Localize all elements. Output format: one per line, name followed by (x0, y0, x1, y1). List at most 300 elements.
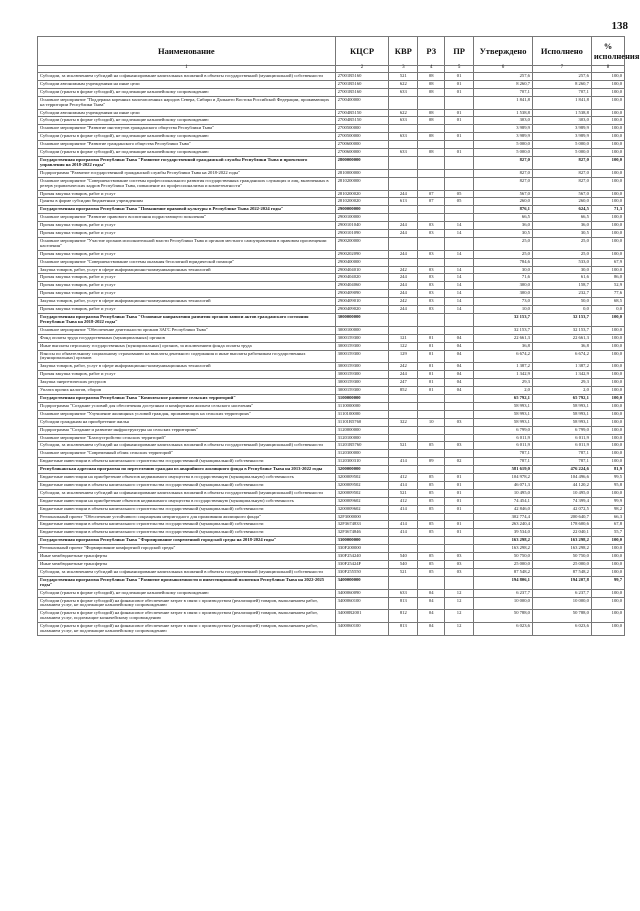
row-executed: 6 237,7 (532, 589, 591, 597)
header-pr: ПР (445, 37, 474, 66)
table-row (38, 117, 625, 125)
row-name: Бюджетные инвестиции в объекты капитального строительства государственной (муниципальной) собственности (38, 505, 336, 513)
row-kvr: 122 (389, 342, 418, 350)
row-rz: 01 (418, 371, 445, 379)
row-pr: 01 (445, 481, 474, 489)
row-name: Субсидии, за исключением субсидий на софинансирование капитальных вложений в объекты государственной (муниципальной) собственности (38, 568, 336, 576)
row-approved: 6 011,9 (474, 434, 533, 442)
row-kvr: 414 (389, 481, 418, 489)
row-name: Иные межбюджетные трансферты (38, 553, 336, 561)
table-row (38, 561, 625, 569)
row-kvr: 414 (389, 529, 418, 537)
row-rz (418, 314, 445, 327)
row-kcsr: 2900200000 (335, 237, 389, 250)
row-rz: 04 (418, 623, 445, 636)
row-executed: 104 496,6 (532, 474, 591, 482)
row-pr: 01 (445, 474, 474, 482)
table-row (38, 266, 625, 274)
row-rz (418, 156, 445, 169)
row-rz (418, 434, 445, 442)
row-pr: 04 (445, 379, 474, 387)
row-executed: 50 750,0 (532, 553, 591, 561)
row-name: Региональный проект "Формирование комфортной городской среды" (38, 545, 336, 553)
row-approved: 581 619,0 (474, 466, 533, 474)
row-percent: 100,0 (591, 623, 624, 636)
row-pr: 12 (445, 597, 474, 610)
row-executed: 42 072,5 (532, 505, 591, 513)
row-executed: 10 495,0 (532, 489, 591, 497)
row-rz: 08 (418, 109, 445, 117)
row-kcsr: 2800000000 (335, 156, 389, 169)
row-kcsr: 2700500000 (335, 133, 389, 141)
row-rz: 03 (418, 306, 445, 314)
row-executed: 232,7 (532, 290, 591, 298)
row-rz: 05 (418, 521, 445, 529)
row-name: Основное мероприятие "Развитие правового воспитания подрастающего поколения" (38, 214, 336, 222)
row-executed: 25 000,0 (532, 561, 591, 569)
row-rz: 03 (418, 250, 445, 258)
row-rz: 05 (418, 505, 445, 513)
row-rz (418, 326, 445, 334)
header-kcsr: КЦСР (335, 37, 389, 66)
row-kcsr: 3000000000 (335, 314, 389, 327)
row-name: Основное мероприятие "Развитие институтов гражданского общества Республики Тыва" (38, 125, 336, 133)
row-pr (445, 326, 474, 334)
row-name: Субсидии, за исключением субсидий на софинансирование капитальных вложений в объекты государственной (муниципальной) собственности (38, 442, 336, 450)
row-executed: 1 342,9 (532, 371, 591, 379)
row-percent: 100,0 (591, 230, 624, 238)
row-executed: 6 011,9 (532, 442, 591, 450)
row-percent: 100,0 (591, 418, 624, 426)
row-percent: 68,5 (591, 298, 624, 306)
row-rz (418, 96, 445, 109)
row-name: Прочая закупка товаров, работ и услуг (38, 371, 336, 379)
row-kvr: 813 (389, 623, 418, 636)
row-kcsr: 3000159300 (335, 334, 389, 342)
row-percent: 100,0 (591, 125, 624, 133)
row-executed: 787,1 (532, 450, 591, 458)
row-executed: 707,1 (532, 88, 591, 96)
row-pr (445, 141, 474, 149)
row-pr: 04 (445, 350, 474, 363)
column-number: 3 (389, 66, 418, 73)
row-name: Субсидии автономным учреждениям на иные цели (38, 109, 336, 117)
column-number: 6 (474, 66, 533, 73)
row-name: Бюджетные инвестиции в объекты капитального строительства государственной (муниципальной) собственности (38, 458, 336, 466)
row-pr: 01 (445, 73, 474, 81)
row-executed: 29,3 (532, 379, 591, 387)
row-percent: 100,0 (591, 371, 624, 379)
row-name: Закупка товаров, работ, услуг в сфере информационно-коммуникационных технологий (38, 266, 336, 274)
row-rz (418, 169, 445, 177)
row-approved: 1 538,8 (474, 109, 533, 117)
table-row (38, 274, 625, 282)
row-approved: 46 071,3 (474, 481, 533, 489)
row-kvr: 414 (389, 521, 418, 529)
row-approved: 6 799,0 (474, 426, 533, 434)
table-row (38, 545, 625, 553)
row-name: Субсидии (гранты в форме субсидий), не подлежащие казначейскому сопровождению (38, 149, 336, 157)
row-rz: 09 (418, 458, 445, 466)
table-row (38, 206, 625, 214)
row-name: Субсидии (гранты в форме субсидий), не подлежащие казначейскому сопровождению (38, 133, 336, 141)
table-row (38, 282, 625, 290)
row-pr: 03 (445, 561, 474, 569)
table-row (38, 230, 625, 238)
row-kcsr: 3110100000 (335, 410, 389, 418)
row-pr (445, 125, 474, 133)
row-executed: 8 260,7 (532, 80, 591, 88)
row-name: Субсидии (гранты в форме субсидий), не подлежащие казначейскому сопровождению (38, 589, 336, 597)
row-kcsr: 2700400000 (335, 96, 389, 109)
row-approved: 42 846,0 (474, 505, 533, 513)
row-pr: 02 (445, 458, 474, 466)
row-rz: 05 (418, 489, 445, 497)
row-approved: 58 993,1 (474, 410, 533, 418)
row-name: Закупка энергетических ресурсов (38, 379, 336, 387)
row-kvr: 412 (389, 474, 418, 482)
row-kvr: 322 (389, 418, 418, 426)
row-rz (418, 466, 445, 474)
row-kcsr: 27001R5160 (335, 73, 389, 81)
row-executed: 624,5 (532, 206, 591, 214)
row-percent: 100,0 (591, 394, 624, 402)
row-pr: 03 (445, 568, 474, 576)
row-rz (418, 125, 445, 133)
row-kcsr: 2900404020 (335, 274, 389, 282)
row-approved: 71,6 (474, 274, 533, 282)
row-approved: 30,5 (474, 230, 533, 238)
column-number: 5 (445, 66, 474, 73)
row-name: Основное мероприятие "Совершенствование системы оказания бесплатной юридической помощи" (38, 258, 336, 266)
row-kvr (389, 434, 418, 442)
row-percent: 100,0 (591, 450, 624, 458)
table-row (38, 489, 625, 497)
table-row (38, 149, 625, 157)
row-rz: 03 (418, 282, 445, 290)
row-name: Прочая закупка товаров, работ и услуг (38, 290, 336, 298)
row-rz: 05 (418, 561, 445, 569)
row-kvr: 242 (389, 298, 418, 306)
row-kvr: 244 (389, 222, 418, 230)
row-kvr (389, 214, 418, 222)
row-approved: 194 806,1 (474, 576, 533, 589)
row-kvr (389, 141, 418, 149)
row-rz: 05 (418, 481, 445, 489)
row-executed: 58 993,1 (532, 418, 591, 426)
table-row (38, 402, 625, 410)
table-row (38, 610, 625, 623)
table-row (38, 237, 625, 250)
row-name: Гранты в форме субсидии бюджетным учреждениям (38, 198, 336, 206)
row-name: Подпрограмма "Создание и развитие инфраструктуры на сельских территориях" (38, 426, 336, 434)
table-row (38, 497, 625, 505)
row-pr: 14 (445, 230, 474, 238)
row-percent: 99,7 (591, 576, 624, 589)
row-percent: 100,0 (591, 222, 624, 230)
row-percent: 100,0 (591, 250, 624, 258)
row-approved: 74 454,1 (474, 497, 533, 505)
table-row (38, 466, 625, 474)
row-pr: 04 (445, 371, 474, 379)
row-name: Бюджетные инвестиции на приобретение объектов недвижимого имущества в государственную (муниципальную) собственность (38, 497, 336, 505)
row-percent: 100,0 (591, 156, 624, 169)
row-name: Прочая закупка товаров, работ и услуг (38, 274, 336, 282)
row-executed: 22 040,1 (532, 529, 591, 537)
row-name: Основное мероприятие "Развитие гражданского общества Республики Тыва" (38, 141, 336, 149)
row-kvr (389, 314, 418, 327)
row-percent: 52,9 (591, 282, 624, 290)
table-row (38, 214, 625, 222)
row-pr: 14 (445, 306, 474, 314)
row-executed: 1 387,2 (532, 363, 591, 371)
table-row (38, 109, 625, 117)
table-row (38, 177, 625, 190)
row-executed: 827,0 (532, 177, 591, 190)
row-name: Прочая закупка товаров, работ и услуг (38, 190, 336, 198)
row-approved: 58 993,1 (474, 402, 533, 410)
row-percent: 81,9 (591, 466, 624, 474)
row-executed: 6 023,6 (532, 623, 591, 636)
row-percent: 100,0 (591, 442, 624, 450)
row-pr: 12 (445, 623, 474, 636)
row-approved: 10,0 (474, 306, 533, 314)
page-number: 138 (611, 20, 628, 32)
row-rz (418, 402, 445, 410)
row-rz: 04 (418, 589, 445, 597)
row-executed: 6 799,0 (532, 426, 591, 434)
table-row (38, 290, 625, 298)
row-name: Прочая закупка товаров, работ и услуг (38, 250, 336, 258)
row-pr: 01 (445, 497, 474, 505)
row-approved: 2,0 (474, 387, 533, 395)
row-executed: 65 792,1 (532, 394, 591, 402)
row-pr (445, 466, 474, 474)
row-rz: 07 (418, 190, 445, 198)
table-row (38, 379, 625, 387)
row-executed: 3 989,9 (532, 133, 591, 141)
table-row (38, 133, 625, 141)
row-pr (445, 426, 474, 434)
header-executed: Исполнено (532, 37, 591, 66)
row-kvr (389, 576, 418, 589)
row-percent: 100,0 (591, 314, 624, 327)
row-percent: 100,0 (591, 589, 624, 597)
row-percent: 100,0 (591, 177, 624, 190)
row-pr: 12 (445, 610, 474, 623)
column-number: 2 (335, 66, 389, 73)
table-row (38, 222, 625, 230)
row-name: Фонд оплаты труда государственных (муниципальных) органов (38, 334, 336, 342)
row-executed: 61,6 (532, 274, 591, 282)
row-percent: 95,8 (591, 481, 624, 489)
row-percent: 100,0 (591, 537, 624, 545)
row-kcsr: 3200009502 (335, 474, 389, 482)
row-kcsr: 2900409090 (335, 290, 389, 298)
column-number: 1 (38, 66, 336, 73)
row-kvr: 244 (389, 250, 418, 258)
row-kcsr: 32F3000000 (335, 513, 389, 521)
row-executed: 2,0 (532, 387, 591, 395)
row-kcsr: 3000159300 (335, 371, 389, 379)
row-executed: 787,1 (532, 458, 591, 466)
row-executed: 476 224,6 (532, 466, 591, 474)
row-kvr (389, 394, 418, 402)
row-kcsr: 3000159300 (335, 350, 389, 363)
table-row (38, 521, 625, 529)
row-percent: 100,0 (591, 434, 624, 442)
row-pr: 01 (445, 117, 474, 125)
row-approved: 1 841,8 (474, 96, 533, 109)
row-approved: 6 011,9 (474, 442, 533, 450)
header-percent: % исполнения (591, 37, 624, 66)
row-approved: 30,0 (474, 266, 533, 274)
row-approved: 257,6 (474, 73, 533, 81)
table-row (38, 350, 625, 363)
row-rz (418, 214, 445, 222)
row-pr (445, 96, 474, 109)
row-rz: 01 (418, 379, 445, 387)
column-number: 7 (532, 66, 591, 73)
header-rz: РЗ (418, 37, 445, 66)
row-name: Субсидии, за исключением субсидий на софинансирование капитальных вложений в объекты государственной (муниципальной) собственности (38, 73, 336, 81)
row-name: Бюджетные инвестиции в объекты капитального строительства государственной (муниципальной) собственности (38, 481, 336, 489)
row-rz: 08 (418, 73, 445, 81)
table-row (38, 306, 625, 314)
row-pr: 05 (445, 190, 474, 198)
row-approved: 36,8 (474, 342, 533, 350)
row-percent: 100,0 (591, 326, 624, 334)
row-percent: 100,0 (591, 198, 624, 206)
row-executed: 158,7 (532, 282, 591, 290)
row-approved: 787,1 (474, 458, 533, 466)
table-row (38, 371, 625, 379)
row-approved: 1 342,9 (474, 371, 533, 379)
row-approved: 87 548,2 (474, 568, 533, 576)
row-percent: 100,0 (591, 96, 624, 109)
row-kvr: 247 (389, 379, 418, 387)
row-approved: 567,0 (474, 190, 533, 198)
column-number: 8 (591, 66, 624, 73)
row-kvr: 633 (389, 117, 418, 125)
table-row (38, 198, 625, 206)
row-kcsr: 3200009502 (335, 489, 389, 497)
row-rz: 03 (418, 222, 445, 230)
row-executed: 257,6 (532, 73, 591, 81)
row-rz: 01 (418, 350, 445, 363)
row-kvr: 244 (389, 306, 418, 314)
row-kvr: 412 (389, 497, 418, 505)
row-percent: 100,0 (591, 342, 624, 350)
row-pr: 01 (445, 521, 474, 529)
row-kcsr: 2900100000 (335, 214, 389, 222)
row-approved: 6 023,6 (474, 623, 533, 636)
row-executed: 200 640,7 (532, 513, 591, 521)
table-row (38, 363, 625, 371)
row-rz (418, 177, 445, 190)
row-executed: 3 989,9 (532, 125, 591, 133)
table-row (38, 298, 625, 306)
row-name: Государственная программа Республики Тыва "Комплексное развитие сельских территорий" (38, 394, 336, 402)
row-kcsr: 3300000000 (335, 537, 389, 545)
row-kvr: 813 (389, 597, 418, 610)
row-rz (418, 258, 445, 266)
row-executed: 1 841,8 (532, 96, 591, 109)
row-approved: 3 989,9 (474, 125, 533, 133)
row-pr (445, 537, 474, 545)
row-rz: 01 (418, 363, 445, 371)
row-name: Субсидии (гранты в форме субсидий) на финансовое обеспечение затрат в связи с производством (реализацией) товаров, выполнением работ, оказанием услуг, не подлежащие казначейскому сопровождению (38, 623, 336, 636)
row-percent: 100,0 (591, 379, 624, 387)
row-pr: 03 (445, 418, 474, 426)
row-approved: 302 774,4 (474, 513, 533, 521)
table-row (38, 576, 625, 589)
row-kcsr: 3100000000 (335, 394, 389, 402)
row-kvr: 244 (389, 274, 418, 282)
row-kcsr: 2810200020 (335, 198, 389, 206)
row-kcsr: 3000159300 (335, 379, 389, 387)
row-kvr: 622 (389, 80, 418, 88)
header-row (38, 37, 625, 66)
table-row (38, 537, 625, 545)
row-approved: 300,0 (474, 290, 533, 298)
row-kcsr: 3200000000 (335, 466, 389, 474)
row-name: Основное мероприятие "Поддержка коренных малочисленных народов Севера, Сибири и Дальнего Востока Российской Федерации, проживающих на территории Республики Тыва" (38, 96, 336, 109)
table-row (38, 434, 625, 442)
row-kvr: 244 (389, 282, 418, 290)
row-kvr (389, 237, 418, 250)
row-kvr: 129 (389, 350, 418, 363)
row-kvr: 622 (389, 109, 418, 117)
row-percent: 100,0 (591, 141, 624, 149)
table-body (38, 73, 625, 636)
row-name: Иные межбюджетные трансферты (38, 561, 336, 569)
row-approved: 73,0 (474, 298, 533, 306)
row-percent: 77,6 (591, 290, 624, 298)
row-executed: 50,0 (532, 298, 591, 306)
row-kcsr: 3110000000 (335, 402, 389, 410)
row-rz: 04 (418, 610, 445, 623)
table-row (38, 125, 625, 133)
table-row (38, 474, 625, 482)
row-rz: 03 (418, 298, 445, 306)
row-name: Государственная программа Республики Тыва "Основные направления развития органов записи актов гражданского состояния Республики Тыва на 2018-2022 годы" (38, 314, 336, 327)
row-rz: 08 (418, 117, 445, 125)
row-name: Государственная программа Республики Тыва "Повышение правовой культуры в Республике Тыва 2022-2024 годы" (38, 206, 336, 214)
row-pr: 14 (445, 298, 474, 306)
row-kcsr: 3120300000 (335, 450, 389, 458)
table-row (38, 426, 625, 434)
row-name: Подпрограмма "Создание условий для обеспечения доступным и комфортным жильем сельского населения" (38, 402, 336, 410)
row-pr: 04 (445, 334, 474, 342)
row-approved: 50 788,0 (474, 610, 533, 623)
row-pr: 01 (445, 133, 474, 141)
row-approved: 260,0 (474, 198, 533, 206)
row-rz (418, 545, 445, 553)
row-kvr: 521 (389, 489, 418, 497)
table-row (38, 88, 625, 96)
row-name: Прочая закупка товаров, работ и услуг (38, 230, 336, 238)
row-kcsr: 2900101040 (335, 222, 389, 230)
header-approved: Утверждено (474, 37, 533, 66)
row-percent: 100,0 (591, 237, 624, 250)
table-row (38, 342, 625, 350)
row-pr: 01 (445, 529, 474, 537)
row-percent: 100,0 (591, 387, 624, 395)
row-name: Государственная программа Республики Тыва "Развитие государственной гражданской службы Республики Тыва и проектного управления на 2018-2022 годы" (38, 156, 336, 169)
row-rz: 05 (418, 497, 445, 505)
row-approved: 263 240,4 (474, 521, 533, 529)
